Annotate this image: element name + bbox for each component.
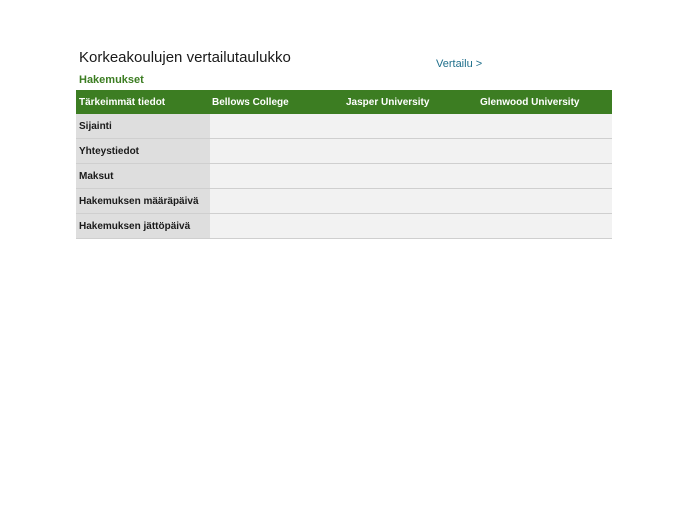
cell-value[interactable] bbox=[478, 214, 612, 239]
header-key-info: Tärkeimmät tiedot bbox=[76, 90, 210, 114]
table-row bbox=[76, 164, 612, 189]
cell-value[interactable] bbox=[344, 214, 478, 239]
table-header-row bbox=[76, 90, 612, 114]
cell-value[interactable] bbox=[478, 139, 612, 164]
cell-value[interactable] bbox=[344, 189, 478, 214]
row-label-location: Sijainti bbox=[76, 114, 210, 139]
cell-value[interactable] bbox=[344, 139, 478, 164]
cell-value[interactable] bbox=[478, 114, 612, 139]
table-row bbox=[76, 189, 612, 214]
section-heading: Hakemukset bbox=[79, 74, 144, 86]
row-label-application-deadline: Hakemuksen määräpäivä bbox=[76, 189, 210, 214]
page-title: Korkeakoulujen vertailutaulukko bbox=[79, 49, 291, 66]
cell-value[interactable] bbox=[344, 114, 478, 139]
table-row bbox=[76, 114, 612, 139]
header-jasper-university: Jasper University bbox=[344, 90, 478, 114]
cell-value[interactable] bbox=[210, 139, 344, 164]
header-glenwood-university: Glenwood University bbox=[478, 90, 612, 114]
row-label-application-submission: Hakemuksen jättöpäivä bbox=[76, 214, 210, 239]
cell-value[interactable] bbox=[210, 214, 344, 239]
cell-value[interactable] bbox=[210, 164, 344, 189]
header-bellows-college: Bellows College bbox=[210, 90, 344, 114]
comparison-table bbox=[76, 90, 612, 239]
table-row bbox=[76, 139, 612, 164]
row-label-contact: Yhteystiedot bbox=[76, 139, 210, 164]
row-label-fees: Maksut bbox=[76, 164, 210, 189]
compare-link[interactable]: Vertailu > bbox=[436, 58, 483, 70]
cell-value[interactable] bbox=[210, 189, 344, 214]
cell-value[interactable] bbox=[478, 189, 612, 214]
cell-value[interactable] bbox=[210, 114, 344, 139]
table-row bbox=[76, 214, 612, 239]
cell-value[interactable] bbox=[344, 164, 478, 189]
cell-value[interactable] bbox=[478, 164, 612, 189]
